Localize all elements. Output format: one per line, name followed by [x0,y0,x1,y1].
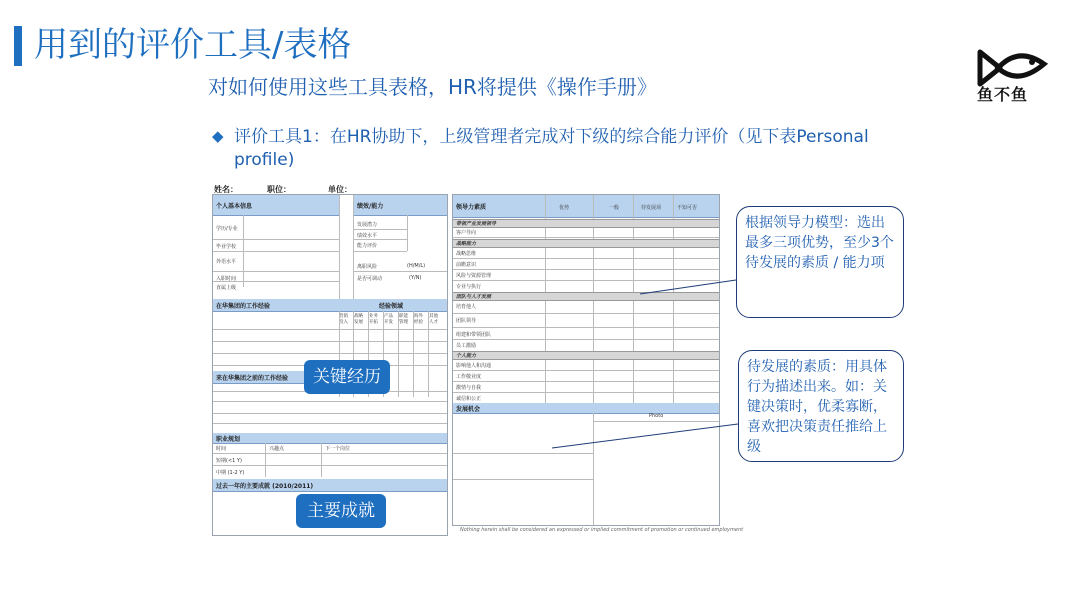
row-divider [453,269,719,270]
callout-strengths: 根据领导力模型：选出最多三项优势，至少3个待发展的素质 / 能力项 [736,206,904,318]
page-subtitle: 对如何使用这些工具表格，HR将提供《操作手册》 [208,75,657,99]
field-unit-label: 单位： [328,185,352,194]
performance-label: 绩效/能力 [357,203,384,210]
photo-placeholder: Photo [649,413,664,419]
basic-row-label: 学历/专业 [216,226,238,232]
basic-info-header [213,195,339,216]
group-row [453,292,719,301]
competency-label: 战略思维 [456,251,477,257]
key-experience-badge: 关键经历 [304,360,390,394]
basic-row-label: 入职时间 [216,276,237,282]
area-col-header: 营销 投入 [339,314,348,325]
row-divider [213,271,339,272]
col-divider [407,215,408,251]
work-in-group-label: 在华集团的工作经验 [216,303,271,310]
row-divider [453,381,719,382]
row-divider [453,370,719,371]
group-row [453,219,719,228]
career-row-label: 中期 (1-2 Y) [216,470,245,476]
row-divider [213,465,447,466]
basic-row-label: 外语水平 [216,259,237,265]
page-title: 用到的评价工具/表格 [34,25,352,65]
col-divider [413,311,414,397]
competency-label: 员工激励 [456,343,477,349]
row-divider [453,392,719,393]
col-divider [339,195,340,299]
career-col-header: 时间 [216,446,227,452]
row-divider [213,329,447,330]
leadership-col-header: 一般 [609,205,620,211]
row-divider [213,281,339,282]
career-row-label: 短期(<1 Y) [216,458,242,464]
leadership-col-header: 待发展项 [641,205,662,211]
leadership-label: 领导力素质 [456,204,487,211]
performance-row-label: 离职风险 [357,264,378,270]
area-col-header: 其他 人才 [429,314,438,325]
competency-label: 前瞻意识 [456,262,477,268]
career-label: 职业规划 [216,436,241,443]
row-divider [453,258,719,259]
personal-profile-form-right [452,194,720,526]
career-header [213,433,447,444]
col-divider [265,443,266,477]
row-divider [453,479,593,480]
col-divider [398,311,399,397]
career-col-header: 兴趣点 [269,446,285,452]
col-divider [593,413,594,525]
area-col-header: 海外 经验 [414,314,423,325]
performance-row-label: 能力评价 [357,243,378,249]
group-label: 个人能力 [456,353,477,359]
performance-row-label: 发展潜力 [357,222,378,228]
competency-label: 客户导向 [456,230,477,236]
work-in-group-header [213,299,447,312]
row-divider [213,423,447,424]
area-col-header: 业务 开拓 [369,314,378,325]
row-divider [213,251,339,252]
key-achievement-badge: 主要成就 [296,494,386,528]
competency-label: 影响他人和沟通 [456,363,492,369]
row-divider [213,353,447,354]
basic-row-label: 直属上级 [216,285,237,291]
row-divider [453,237,719,238]
row-divider [453,339,719,340]
group-label: 带领产业发展领导 [456,221,497,227]
row-divider [213,401,447,402]
competency-label: 团队领导 [456,318,477,324]
basic-info-label: 个人基本信息 [216,203,253,210]
risk-value: (H/M/L) [407,263,426,269]
row-divider [593,421,719,422]
callout-development: 待发展的素质：用具体行为描述出来。如：关键决策时，优柔寡断，喜欢把决策责任推给上级 [738,350,904,462]
group-row [453,239,719,248]
logo-text: 鱼不鱼 [977,85,1029,104]
row-divider [353,271,447,272]
col-divider [321,443,322,477]
leadership-col-header: 优势 [559,205,570,211]
achievement-label: 过去一年的主要成就 (2010/2011) [216,483,314,490]
mobility-value: (Y/N) [409,275,422,281]
row-divider [353,229,407,230]
col-divider [353,195,354,299]
group-label: 团队与人才发展 [456,294,492,300]
field-name-label: 姓名： [214,185,238,194]
career-col-header: 下一个岗位 [325,446,351,452]
diamond-bullet-icon: ◆ [212,127,224,145]
leadership-col-header: 不知可否 [677,205,698,211]
row-divider [213,453,447,454]
work-before-label: 来在华集团之前的工作经验 [216,375,289,382]
row-divider [213,341,447,342]
bullet-text: 评价工具1：在HR协助下，上级管理者完成对下级的综合能力评价（见下表Personal profile) [234,127,869,170]
competency-label: 专业与执行 [456,284,482,290]
row-divider [453,313,719,314]
development-label: 发展机会 [456,406,481,413]
row-divider [213,239,339,240]
achievement-header [213,479,447,492]
row-divider [353,251,407,252]
competency-label: 风险与资源管理 [456,273,492,279]
basic-row-label: 毕业学校 [216,244,237,250]
area-col-header: 职能 管理 [399,314,408,325]
performance-row-label: 是否可调动 [357,276,383,282]
field-position-label: 职位： [267,185,291,194]
row-divider [213,413,447,414]
row-divider [453,327,719,328]
competency-label: 组建和带领团队 [456,332,492,338]
title-accent-bar [14,26,22,66]
area-col-header: 产品 开发 [384,314,393,325]
development-header [453,403,719,414]
competency-label: 诚信和公正 [456,396,482,402]
performance-row-label: 绩效水平 [357,233,378,239]
competency-label: 工作敬业度 [456,374,482,380]
competency-label: 激情与自我 [456,385,482,391]
work-area-label: 经验领域 [379,303,404,310]
performance-header [353,195,447,216]
leadership-header [453,195,719,218]
col-divider [428,311,429,397]
disclaimer-footnote: Nothing herein shall be considered an expressed or implied commitment of promotion or continued employment [460,527,744,533]
row-divider [453,280,719,281]
area-col-header: 战略 发展 [354,314,363,325]
competency-label: 培育他人 [456,304,477,310]
group-row [453,351,719,360]
row-divider [453,453,593,454]
group-label: 战略能力 [456,241,477,247]
row-divider [353,239,407,240]
